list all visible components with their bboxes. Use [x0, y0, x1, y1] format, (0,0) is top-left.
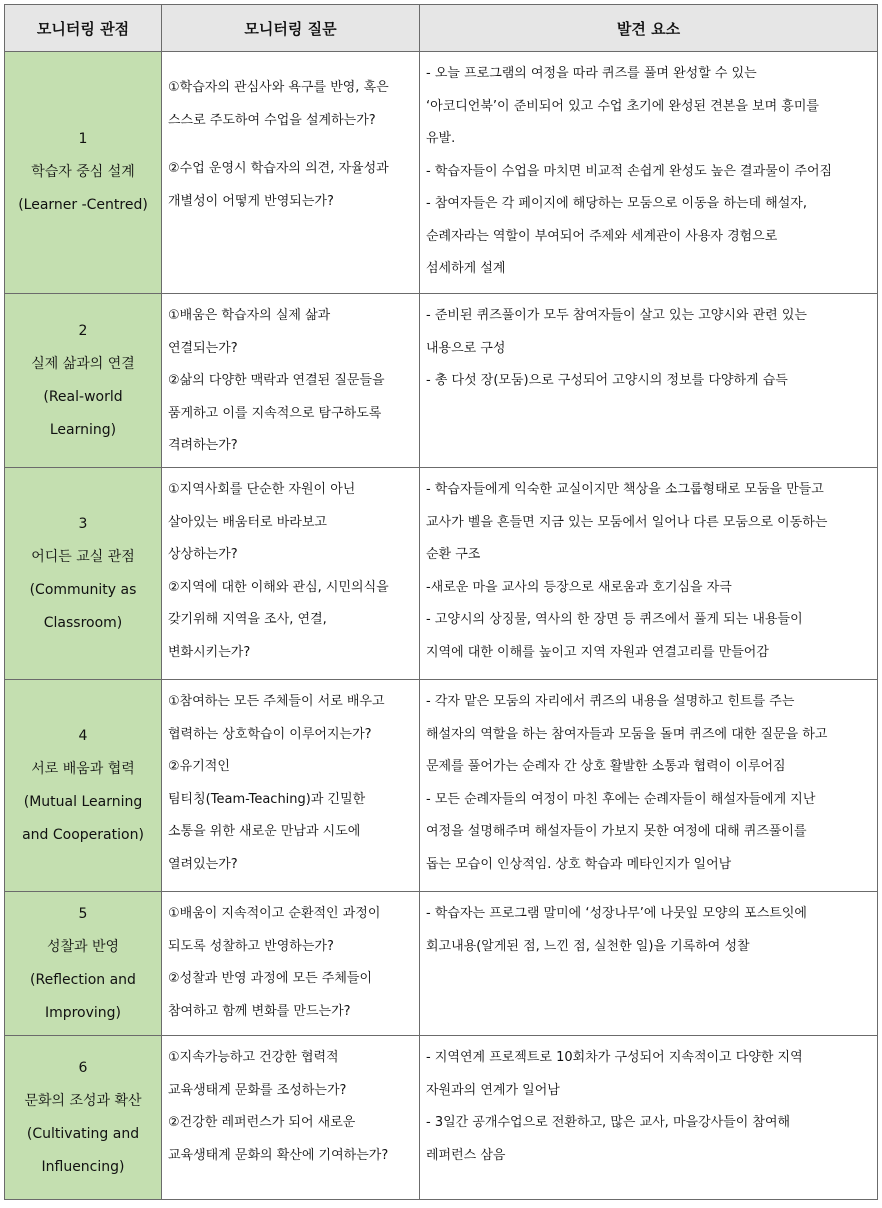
question-line: 되도록 성찰하고 반영하는가? — [168, 938, 334, 954]
perspective-cell — [5, 680, 162, 892]
finding-line: - 준비된 퀴즈풀이가 모두 참여자들이 살고 있는 고양시와 관련 있는 — [426, 308, 807, 323]
perspective-number: 2 — [78, 322, 88, 339]
finding-line: - 모든 순례자들의 여정이 마친 후에는 순례자들이 해설자들에게 지난 — [426, 791, 816, 807]
question-cell — [162, 1036, 420, 1200]
perspective-number: 3 — [78, 515, 88, 532]
table-row — [5, 680, 878, 892]
question-line: 열려있는가? — [168, 856, 238, 872]
perspective-cell — [5, 52, 162, 294]
perspective-cell — [5, 468, 162, 680]
header-question: 모니터링 질문 — [162, 5, 420, 52]
question-line: 협력하는 상호학습이 이루어지는가? — [168, 726, 372, 742]
finding-line: - 총 다섯 장(모둠)으로 구성되어 고양시의 정보를 다양하게 습득 — [426, 373, 788, 388]
perspective-subtitle: (Community as — [29, 581, 137, 598]
perspective-cell — [5, 294, 162, 468]
question-line: ①배움은 학습자의 실제 삶과 — [168, 308, 331, 323]
perspective-subtitle: Learning) — [49, 421, 117, 438]
question-cell — [162, 52, 420, 294]
finding-line: -새로운 마을 교사의 등장으로 새로움과 호기심을 자극 — [426, 579, 732, 595]
finding-line: 레퍼런스 삼음 — [426, 1147, 506, 1163]
question-line — [168, 137, 415, 153]
table-row — [5, 468, 878, 680]
perspective-title: 실제 삶과의 연결 — [31, 355, 135, 372]
finding-line: 문제를 풀어가는 순례자 간 상호 활발한 소통과 협력이 이루어짐 — [426, 759, 786, 774]
question-line: 변화시키는가? — [168, 644, 251, 660]
question-line: ①배움이 지속적이고 순환적인 과정이 — [168, 906, 381, 921]
finding-line: 내용으로 구성 — [426, 340, 506, 356]
finding-cell — [420, 52, 878, 294]
finding-line: 해설자의 역할을 하는 참여자들과 모둠을 돌며 퀴즈에 대한 질문을 하고 — [426, 726, 828, 742]
perspective-title: 어디든 교실 관점 — [31, 548, 135, 565]
perspective-number: 5 — [78, 905, 88, 922]
finding-line: - 오늘 프로그램의 여정을 따라 퀴즈를 풀며 완성할 수 있는 — [426, 66, 757, 81]
question-line: 교육생태계 문화를 조성하는가? — [168, 1082, 347, 1098]
question-line: 갖기위해 지역을 조사, 연결, — [168, 612, 327, 627]
perspective-title: 문화의 조성과 확산 — [24, 1092, 142, 1109]
question-line: ②성찰과 반영 과정에 모든 주체들이 — [168, 971, 372, 986]
table-row — [5, 892, 878, 1036]
finding-line: - 3일간 공개수업으로 전환하고, 많은 교사, 마을강사들이 참여해 — [426, 1115, 791, 1130]
finding-cell — [420, 1036, 878, 1200]
question-line: ①학습자의 관심사와 욕구를 반영, 혹은 — [168, 80, 389, 95]
perspective-subtitle: (Cultivating and — [26, 1125, 140, 1142]
question-line: 스스로 주도하여 수업을 설계하는가? — [168, 112, 376, 128]
finding-cell — [420, 892, 878, 1036]
perspective-title: 학습자 중심 설계 — [31, 164, 135, 180]
perspective-number: 4 — [78, 727, 88, 744]
question-line: 격려하는가? — [168, 438, 238, 453]
table-row — [5, 52, 878, 294]
table-row — [5, 294, 878, 468]
perspective-cell — [5, 1036, 162, 1200]
finding-line: 돕는 모습이 인상적임. 상호 학습과 메타인지가 일어남 — [426, 856, 732, 872]
finding-line: - 지역연계 프로젝트로 10회차가 구성되어 지속적이고 다양한 지역 — [426, 1050, 803, 1065]
question-cell — [162, 468, 420, 680]
finding-line: 섬세하게 설계 — [426, 261, 506, 276]
finding-line: ‘아코디언북’이 준비되어 있고 수업 초기에 완성된 견본을 보며 흥미를 — [426, 98, 819, 114]
perspective-subtitle: and Cooperation) — [22, 826, 144, 843]
finding-line: - 참여자들은 각 페이지에 해당하는 모둠으로 이동을 하는데 해설자, — [426, 196, 807, 211]
question-line: 상상하는가? — [168, 547, 238, 562]
question-line: 살아있는 배움터로 바라보고 — [168, 514, 327, 530]
question-line: ①참여하는 모든 주체들이 서로 배우고 — [168, 694, 385, 709]
finding-line: 여정을 설명해주며 해설자들이 가보지 못한 여정에 대해 퀴즈풀이를 — [426, 824, 807, 839]
finding-line: 순례자라는 역할이 부여되어 주제와 세계관이 사용자 경험으로 — [426, 228, 778, 244]
finding-line: 지역에 대한 이해를 높이고 지역 자원과 연결고리를 만들어감 — [426, 644, 769, 660]
question-line: 참여하고 함께 변화를 만드는가? — [168, 1003, 351, 1019]
question-line: ②건강한 레퍼런스가 되어 새로운 — [168, 1115, 356, 1130]
perspective-subtitle: (Reflection and — [30, 971, 136, 988]
finding-line: - 학습자는 프로그램 말미에 ‘성장나무’에 나뭇잎 모양의 포스트잇에 — [426, 906, 807, 921]
finding-cell — [420, 680, 878, 892]
question-line: 소통을 위한 새로운 만남과 시도에 — [168, 824, 361, 839]
perspective-subtitle: Improving) — [44, 1004, 122, 1021]
perspective-number: 6 — [78, 1059, 88, 1076]
finding-line: - 학습자들에게 익숙한 교실이지만 책상을 소그룹형태로 모둠을 만들고 — [426, 482, 824, 497]
header-finding: 발견 요소 — [420, 5, 878, 52]
question-line: ②지역에 대한 이해와 관심, 시민의식을 — [168, 579, 389, 595]
perspective-cell — [5, 892, 162, 1036]
finding-cell — [420, 468, 878, 680]
finding-line: 회고내용(알게된 점, 느낀 점, 실천한 일)을 기록하여 성찰 — [426, 938, 750, 954]
question-line: 연결되는가? — [168, 340, 238, 356]
perspective-subtitle: Influencing) — [41, 1158, 125, 1175]
header-perspective: 모니터링 관점 — [5, 5, 162, 52]
question-line: 교육생태계 문화의 확산에 기여하는가? — [168, 1147, 389, 1163]
perspective-subtitle: (Learner -Centred) — [18, 197, 148, 213]
question-line: ①지속가능하고 건강한 협력적 — [168, 1050, 339, 1065]
question-line: ①지역사회를 단순한 자원이 아닌 — [168, 482, 356, 497]
finding-line: - 각자 맡은 모둠의 자리에서 퀴즈의 내용을 설명하고 힌트를 주는 — [426, 694, 795, 709]
question-line: ②유기적인 — [168, 759, 230, 774]
question-cell — [162, 294, 420, 468]
perspective-title: 성찰과 반영 — [46, 938, 120, 955]
finding-line: - 학습자들이 수업을 마치면 비교적 손쉽게 완성도 높은 결과물이 주어짐 — [426, 163, 833, 179]
perspective-subtitle: Classroom) — [43, 614, 123, 631]
question-line: ②수업 운영시 학습자의 의견, 자율성과 — [168, 161, 389, 176]
perspective-subtitle: (Mutual Learning — [23, 793, 143, 810]
finding-cell — [420, 294, 878, 468]
header-row — [5, 5, 878, 52]
finding-line: 교사가 벨을 흔들면 지금 있는 모둠에서 일어나 다른 모둠으로 이동하는 — [426, 514, 828, 530]
question-line: 팀티칭(Team-Teaching)과 긴밀한 — [168, 791, 366, 807]
question-cell — [162, 892, 420, 1036]
perspective-subtitle: (Real-world — [43, 388, 123, 405]
question-line: 품게하고 이를 지속적으로 탐구하도록 — [168, 405, 382, 421]
monitoring-table — [4, 4, 878, 1200]
finding-line: 유발. — [426, 131, 456, 146]
question-line: 개별성이 어떻게 반영되는가? — [168, 193, 334, 209]
question-line: ②삶의 다양한 맥락과 연결된 질문들을 — [168, 373, 385, 388]
perspective-number: 1 — [78, 131, 88, 147]
finding-line: 자원과의 연계가 일어남 — [426, 1082, 560, 1098]
question-cell — [162, 680, 420, 892]
perspective-title: 서로 배움과 협력 — [31, 760, 135, 777]
finding-line: - 고양시의 상징물, 역사의 한 장면 등 퀴즈에서 풀게 되는 내용들이 — [426, 612, 803, 627]
table-row — [5, 1036, 878, 1200]
finding-line: 순환 구조 — [426, 547, 481, 562]
